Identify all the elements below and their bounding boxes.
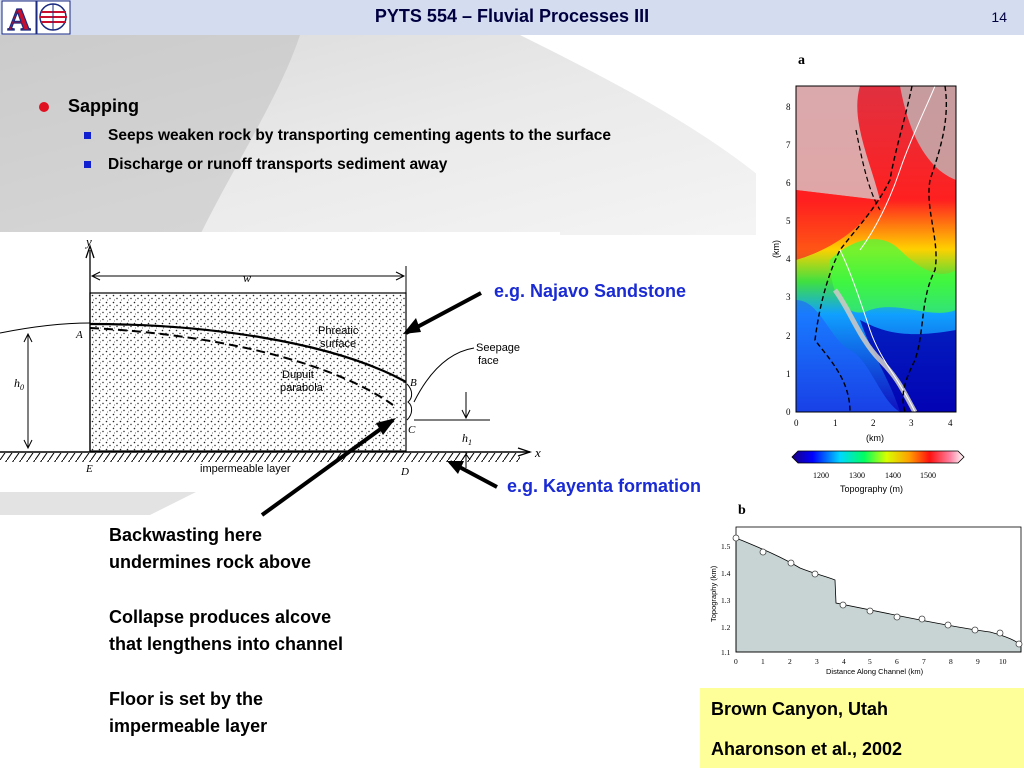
tick-label: 6 <box>895 657 899 666</box>
tick-label: 10 <box>999 657 1007 666</box>
note-floor <box>109 686 267 740</box>
tick-label: 0 <box>734 657 738 666</box>
phreatic-label-2: surface <box>320 338 357 350</box>
sub-bullet-text: Discharge or runoff transports sediment away <box>108 156 448 173</box>
tick-label: 5 <box>786 216 791 226</box>
tick-label: 6 <box>786 178 791 188</box>
profile-marker <box>997 630 1003 636</box>
tick-label: 1.3 <box>721 596 731 605</box>
tick-label: 1.2 <box>721 623 731 632</box>
map-y-axis-label: (km) <box>771 240 781 258</box>
note-line: Collapse produces alcove <box>109 607 332 627</box>
tick-label: 9 <box>976 657 980 666</box>
y-axis-label: y <box>86 234 92 249</box>
x-axis-label: x <box>535 445 541 460</box>
panel-a-label: a <box>798 53 805 68</box>
tick-label: 8 <box>949 657 953 666</box>
tick-label: 2 <box>788 657 792 666</box>
note-line: Floor is set by the <box>109 689 264 709</box>
tick-label: 7 <box>922 657 926 666</box>
sub-bullet-text: Seeps weaken rock by transporting cementing agents to the surface <box>108 127 612 144</box>
arrow-to-seepage <box>262 420 393 515</box>
channel-profile-chart <box>706 500 1024 680</box>
tick-label: 1400 <box>885 471 901 480</box>
h0-label: $h_0$ <box>14 376 24 392</box>
topography-map <box>756 48 1024 498</box>
note-collapse <box>109 604 343 658</box>
tick-label: 0 <box>794 418 799 428</box>
tick-label: 5 <box>868 657 872 666</box>
tick-label: 3 <box>909 418 914 428</box>
tick-label: 1.4 <box>721 569 731 578</box>
tick-label: 4 <box>948 418 953 428</box>
seepage-label-1: Seepage <box>476 342 521 354</box>
page-number: 14 <box>991 9 1007 25</box>
point-d: D <box>401 466 409 478</box>
profile-marker <box>733 535 739 541</box>
phreatic-label-1: Phreatic <box>318 325 359 337</box>
logo-letter: A <box>7 1 31 35</box>
profile-marker <box>972 627 978 633</box>
profile-marker <box>760 549 766 555</box>
tick-label: 2 <box>871 418 876 428</box>
tick-label: 1.5 <box>721 542 731 551</box>
tick-label: 2 <box>786 331 791 341</box>
tick-label: 3 <box>786 292 791 302</box>
tick-label: 8 <box>786 102 791 112</box>
profile-marker <box>919 616 925 622</box>
impermeable-label: impermeable layer <box>200 463 291 475</box>
point-e: E <box>86 463 93 475</box>
bullet-text: Sapping <box>68 96 139 116</box>
slide-title: PYTS 554 – Fluvial Processes III <box>374 6 650 26</box>
tick-label: 1.1 <box>721 648 731 657</box>
point-b: B <box>410 377 417 389</box>
tick-label: 1500 <box>920 471 936 480</box>
profile-marker <box>945 622 951 628</box>
point-c: C <box>408 424 416 436</box>
tick-label: 1 <box>786 369 791 379</box>
tick-label: 1300 <box>849 471 865 480</box>
point-a: A <box>76 329 83 341</box>
profile-x-axis-label: Distance Along Channel (km) <box>826 667 924 676</box>
kayenta-label: e.g. Kayenta formation <box>507 476 702 496</box>
tick-label: 0 <box>786 407 791 417</box>
map-x-axis-label: (km) <box>866 433 884 443</box>
panel-b-label: b <box>738 503 746 518</box>
tick-label: 4 <box>842 657 846 666</box>
note-line: impermeable layer <box>109 716 268 736</box>
tick-label: 7 <box>786 140 791 150</box>
source-caption <box>700 688 1024 768</box>
note-backwasting <box>109 522 311 576</box>
profile-y-axis-label: Topography (km) <box>709 565 718 622</box>
profile-marker <box>894 614 900 620</box>
tick-label: 1200 <box>813 471 829 480</box>
tick-label: 3 <box>815 657 819 666</box>
profile-marker <box>840 602 846 608</box>
note-line: that lengthens into channel <box>109 634 344 654</box>
dupuit-label-1: Dupuit <box>282 369 314 381</box>
colorbar-label: Topography (m) <box>840 484 904 494</box>
profile-marker <box>788 560 794 566</box>
profile-marker <box>812 571 818 577</box>
navajo-label: e.g. Najavo Sandstone <box>494 281 687 301</box>
note-line: undermines rock above <box>109 552 312 572</box>
width-label: w <box>243 271 252 285</box>
map-y-ticks <box>786 102 791 417</box>
caption-citation: Aharonson et al., 2002 <box>711 739 903 759</box>
profile-marker <box>1016 641 1022 647</box>
note-line: Backwasting here <box>109 525 263 545</box>
seepage-label-2: face <box>478 355 499 367</box>
dupuit-label-2: parabola <box>280 382 323 394</box>
tick-label: 4 <box>786 254 791 264</box>
tick-label: 1 <box>833 418 838 428</box>
profile-marker <box>867 608 873 614</box>
caption-location: Brown Canyon, Utah <box>711 699 889 719</box>
tick-label: 1 <box>761 657 765 666</box>
h1-label: $h_1$ <box>462 431 472 447</box>
